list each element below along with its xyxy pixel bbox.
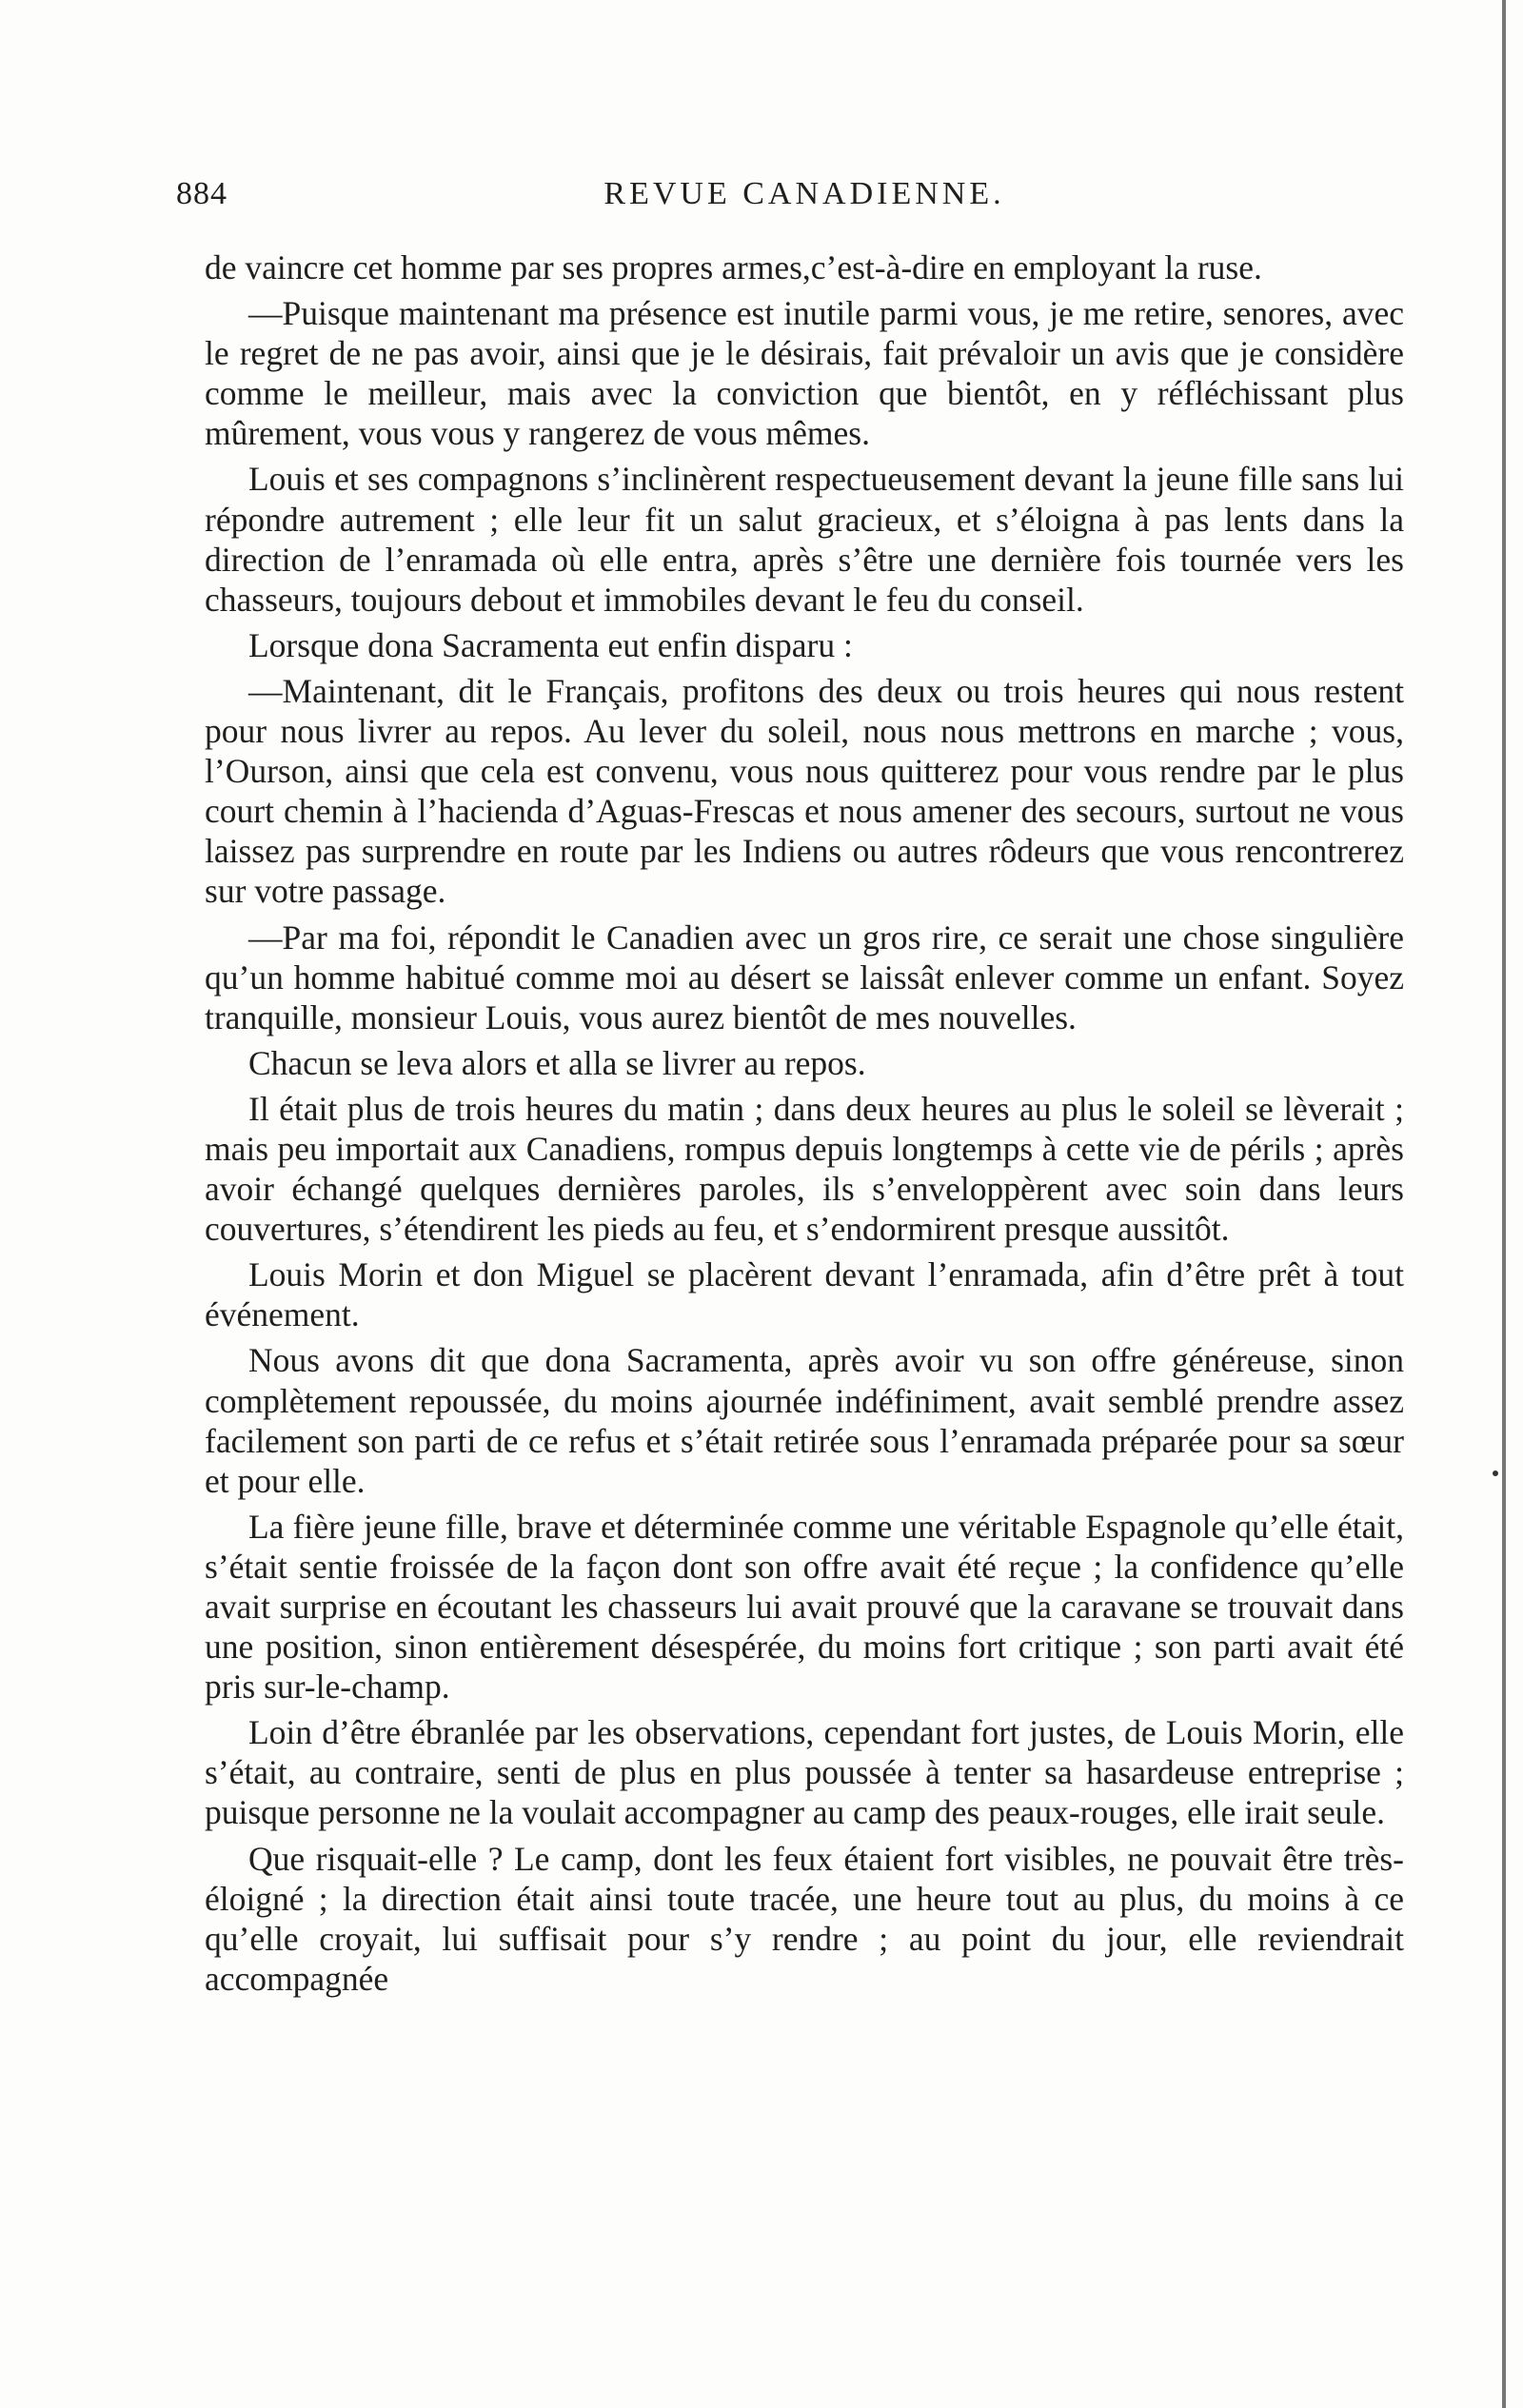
paragraph: Il était plus de trois heures du matin ; dans deux heures au plus le soleil se lèverait ; mais peu importait aux Canadiens, rompus depuis longtemps à cette vie de périls ; après avoir échangé quelques dernières paroles, ils s’enveloppèrent avec soin dans leurs couvertures, s’étendirent les pieds au feu, et s’endormirent presque aussitôt. [205, 1089, 1404, 1249]
article-body [205, 247, 1404, 2004]
running-title: REVUE CANADIENNE. [603, 176, 1005, 211]
paragraph: Nous avons dit que dona Sacramenta, après avoir vu son offre généreuse, sinon complètement repoussée, du moins ajournée indéfiniment, avait semblé prendre assez facilement son parti de ce refus et s’était retirée sous l’enramada préparée pour sa sœur et pour elle. [205, 1341, 1404, 1500]
page-header [176, 176, 1394, 224]
paragraph: —Puisque maintenant ma présence est inutile parmi vous, je me retire, senores, avec le regret de ne pas avoir, ainsi que je le désirais, fait prévaloir un avis que je considère comme le meilleur, mais avec la conviction que bientôt, en y réfléchissant plus mûrement, vous vous y rangerez de vous mêmes. [205, 294, 1404, 453]
paragraph: de vaincre cet homme par ses propres armes,c’est-à-dire en employant la ruse. [205, 248, 1262, 286]
paragraph: Louis Morin et don Miguel se placèrent devant l’enramada, afin d’être prêt à tout événement. [205, 1255, 1404, 1334]
paragraph: Que risquait-elle ? Le camp, dont les feux étaient fort visibles, ne pouvait être très-éloigné ; la direction était ainsi toute tracée, une heure tout au plus, du moins à ce qu’elle croyait, lui suffisait pour s’y rendre ; au point du jour, elle reviendrait accompagnée [205, 1839, 1404, 1998]
scan-edge-line [1502, 0, 1506, 2408]
paragraph: La fière jeune fille, brave et déterminée comme une véritable Espagnole qu’elle était, s’était sentie froissée de la façon dont son offre avait été reçue ; la confidence qu’elle avait surprise en écoutant les chasseurs lui avait prouvé que la caravane se trouvait dans une position, sinon entièrement désespérée, du moins fort critique ; son parti avait été pris sur-le-champ. [205, 1507, 1404, 1707]
scan-speck [1493, 1470, 1498, 1476]
paragraph: Louis et ses compagnons s’inclinèrent respectueusement devant la jeune fille sans lui répondre autrement ; elle leur fit un salut gracieux, et s’éloigna à pas lents dans la direction de l’enramada où elle entra, après s’être une dernière fois tournée vers les chasseurs, toujours debout et immobiles devant le feu du conseil. [205, 460, 1404, 619]
paragraph: —Maintenant, dit le Français, profitons des deux ou trois heures qui nous restent pour nous livrer au repos. Au lever du soleil, nous nous mettrons en marche ; vous, l’Ourson, ainsi que cela est convenu, vous nous quitterez pour vous rendre par le plus court chemin à l’hacienda d’Aguas-Frescas et nous amener des secours, surtout ne vous laissez pas surprendre en route par les Indiens ou autres rôdeurs que vous rencontrerez sur votre passage. [205, 671, 1404, 911]
page-number: 884 [176, 176, 227, 211]
paragraph: Loin d’être ébranlée par les observations, cependant fort justes, de Louis Morin, elle s’était, au contraire, senti de plus en plus poussée à tenter sa hasardeuse entreprise ; puisque personne ne la voulait accompagner au camp des peaux-rouges, elle irait seule. [205, 1713, 1404, 1832]
paragraph: Chacun se leva alors et alla se livrer au repos. [248, 1043, 866, 1082]
paragraph: Lorsque dona Sacramenta eut enfin disparu : [248, 625, 853, 664]
paragraph: —Par ma foi, répondit le Canadien avec un gros rire, ce serait une chose singulière qu’un homme habitué comme moi au désert se laissât enlever comme un enfant. Soyez tranquille, monsieur Louis, vous aurez bientôt de mes nouvelles. [205, 918, 1404, 1036]
